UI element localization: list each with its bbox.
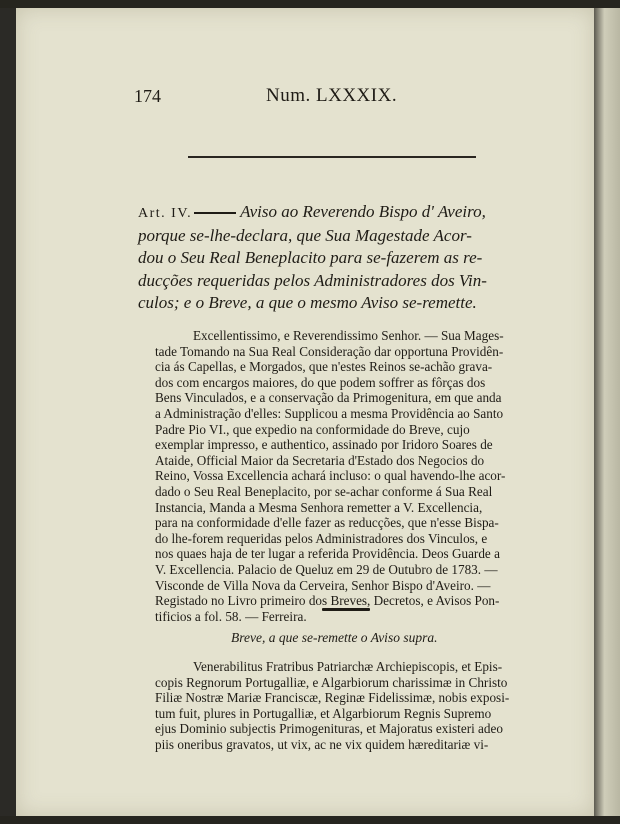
body-line: Instancia, Manda a Mesma Senhora remetter a V. Excellencia, (155, 499, 483, 515)
body-line: Ataide, Official Maior da Secretaria d'Estado dos Negocios do (155, 452, 485, 468)
article-heading (138, 201, 536, 314)
body-line: tade Tomando na Sua Real Consideração dar opportuna Providên- (155, 343, 504, 359)
body-line: V. Excellencia. Palacio de Queluz em 29 de Outubro de 1783. — (155, 561, 498, 577)
body-line: Excellentissimo, e Reverendissimo Senhor. — Sua Mages- (193, 328, 504, 343)
article-heading-line: porque se-lhe-declara, que Sua Magestade Acor- (138, 226, 472, 246)
body-line: Visconde de Villa Nova da Cerveira, Senhor Bispo d'Aveiro. — (155, 577, 491, 593)
em-dash-rule (194, 212, 236, 214)
scan-top-edge (0, 0, 620, 8)
body-line: dos com encargos maiores, do que podem soffrer as fôrças dos (155, 374, 486, 390)
body-line: Bens Vinculados, e a conservação da Primogenitura, em que anda (155, 390, 502, 406)
book-page (16, 8, 594, 816)
document-number-title: Num. LXXXIX. (266, 85, 398, 106)
body-line: Registado no Livro primeiro dos Breves, Decretos, e Avisos Pon- (155, 593, 500, 609)
latin-line: Venerabilitus Fratribus Patriarchæ Archiepiscopis, et Epis- (193, 659, 503, 674)
latin-line: ejus Dominio subjectis Primogenituras, et Majoratus existeri adeo (155, 721, 503, 737)
adjacent-page-edge (594, 8, 620, 816)
article-heading-line: culos; e o Breve, a que o mesmo Aviso se-remette. (138, 292, 477, 312)
latin-line: piis oneribus gravatos, ut vix, ac ne vix quidem hæreditariæ vi- (155, 736, 489, 752)
header-rule (188, 156, 476, 158)
body-line: nos quaes haja de ter lugar a referida Providência. Deos Guarde a (155, 546, 500, 562)
article-label: Art. IV. (138, 206, 193, 221)
aviso-body (155, 328, 535, 624)
body-line: dado o Seu Real Beneplacito, por se-achar conforme á Sua Real (155, 483, 493, 499)
body-line: exemplar impresso, e authentico, assinado por Iridoro Soares de (155, 437, 493, 453)
breve-heading: Breve, a que se-remette o Aviso supra. (231, 630, 438, 645)
latin-line: Filiæ Nostræ Mariæ Franciscæ, Reginæ Fidelissimæ, nobis exposi- (155, 690, 510, 706)
article-heading-line: ducções requeridas pelos Administradores dos Vin- (138, 270, 487, 290)
scan-bottom-edge (0, 816, 620, 824)
body-line: para na conformidade d'elle fazer as reducções, que n'esse Bispa- (155, 515, 499, 531)
body-line: do lhe-forem requeridas pelos Administradores dos Vinculos, e (155, 530, 488, 546)
breve-body (155, 659, 535, 753)
page-number: 174 (134, 86, 161, 106)
body-line: cia ás Capellas, e Morgados, que n'estes Reinos se-achão grava- (155, 359, 493, 375)
body-line: tificios a fol. 58. — Ferreira. (155, 608, 307, 624)
body-line: Padre Pio VI., que expedio na conformidade do Breve, cujo (155, 421, 470, 437)
body-line: a Administração d'elles: Supplicou a mesma Providência ao Santo (155, 405, 504, 421)
latin-line: tum fuit, plures in Portugalliæ, et Algarbiorum Regnis Supremo (155, 705, 492, 721)
article-heading-line: Art. IV. Aviso ao Reverendo Bispo d' Aveiro, (138, 202, 486, 221)
latin-line: copis Regnorum Portugalliæ, e Algarbiorum charissimæ in Christo (155, 674, 508, 690)
body-line: Reino, Vossa Excellencia achará incluso: o qual havendo-lhe acor- (155, 468, 506, 484)
article-heading-line: dou o Seu Real Beneplacito para se-fazerem as re- (138, 248, 483, 268)
section-rule (322, 608, 370, 611)
